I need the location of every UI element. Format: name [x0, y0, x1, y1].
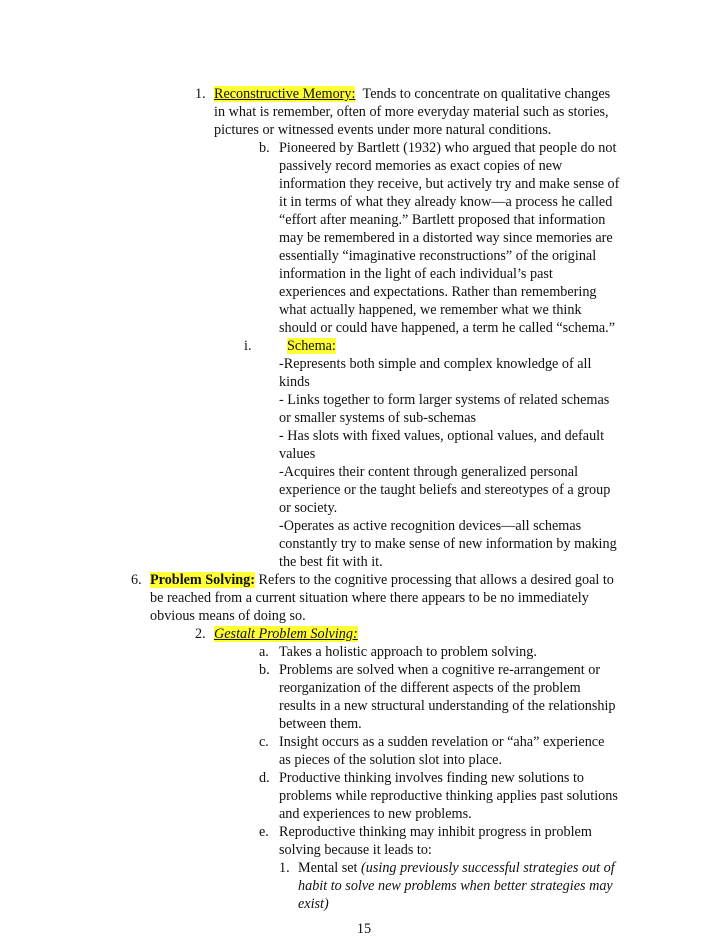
heading-schema-wrap	[287, 337, 336, 355]
text-line: -Acquires their content through generalized personal	[279, 464, 579, 480]
text-line: or smaller systems of sub-schemas	[279, 410, 477, 426]
text-line: solving because it leads to:	[279, 842, 432, 858]
heading-gestalt-wrap	[214, 625, 358, 643]
text-line: values	[279, 446, 316, 462]
text-line: Insight occurs as a sudden revelation or “aha” experience	[279, 734, 605, 750]
text-line: “effort after meaning.” Bartlett proposed that information	[279, 212, 606, 228]
list-marker: b.	[259, 662, 270, 678]
heading-reconstructive-memory: Reconstructive Memory:	[214, 86, 356, 102]
text-line: Reproductive thinking may inhibit progress in problem	[279, 824, 592, 840]
text-line: may be remembered in a distorted way since memories are	[279, 230, 613, 246]
text-line: results in a new structural understanding of the relationship	[279, 698, 616, 714]
list-marker: 1.	[195, 86, 206, 102]
text-line: it in terms of what they already know—a process he called	[279, 194, 613, 210]
text-line: information in the light of each individual’s past	[279, 266, 553, 282]
italic-line: habit to solve new problems when better strategies may	[298, 878, 613, 894]
heading-problem-solving: Problem Solving:	[150, 572, 255, 588]
list-item	[298, 859, 615, 877]
list-marker: c.	[259, 734, 269, 750]
text-line: Takes a holistic approach to problem solving.	[279, 644, 537, 660]
text-line: and experiences to new problems.	[279, 806, 472, 822]
text-line: what actually happened, we remember what we think	[279, 302, 582, 318]
list-marker: 1.	[279, 860, 290, 876]
text-line: Refers to the cognitive processing that allows a desired goal to	[258, 572, 614, 588]
list-marker: d.	[259, 770, 270, 786]
list-item-heading	[150, 571, 614, 589]
text-line: as pieces of the solution slot into place.	[279, 752, 503, 768]
text-line: pictures or witnessed events under more natural conditions.	[214, 122, 552, 138]
text-line: Tends to concentrate on qualitative changes	[362, 86, 611, 102]
list-item-heading	[214, 85, 610, 103]
text-line: or society.	[279, 500, 338, 516]
list-marker: i.	[244, 338, 252, 354]
text-line: kinds	[279, 374, 310, 390]
text-line: - Links together to form larger systems of related schemas	[279, 392, 610, 408]
text-line: be reached from a current situation where there appears to be no immediately	[150, 590, 589, 606]
text-line: experiences and expectations. Rather than remembering	[279, 284, 597, 300]
italic-line: exist)	[298, 896, 329, 912]
text-line: essentially “imaginative reconstructions” of the original	[279, 248, 597, 264]
text-line: information they receive, but actively try and make sense of	[279, 176, 620, 192]
text-line: -Operates as active recognition devices—all schemas	[279, 518, 582, 534]
page-number: 15	[356, 921, 372, 937]
text-line: Productive thinking involves finding new solutions to	[279, 770, 585, 786]
list-marker: 2.	[195, 626, 206, 642]
italic-line: (using previously successful strategies out of	[361, 860, 615, 876]
text-line: passively record memories as exact copies of new	[279, 158, 563, 174]
text-line: obvious means of doing so.	[150, 608, 306, 624]
text-line: constantly try to make sense of new information by making	[279, 536, 617, 552]
list-marker: a.	[259, 644, 269, 660]
text-line: experience or the taught beliefs and stereotypes of a group	[279, 482, 611, 498]
text-line: Pioneered by Bartlett (1932) who argued that people do not	[279, 140, 617, 156]
text-line: in what is remember, often of more everyday material such as stories,	[214, 104, 609, 120]
text-line: reorganization of the different aspects of the problem	[279, 680, 581, 696]
list-marker: b.	[259, 140, 270, 156]
text-line: between them.	[279, 716, 362, 732]
text-line: problems while reproductive thinking applies past solutions	[279, 788, 618, 804]
list-marker: e.	[259, 824, 269, 840]
text-line: Problems are solved when a cognitive re-arrangement or	[279, 662, 601, 678]
text-line: - Has slots with fixed values, optional values, and default	[279, 428, 605, 444]
heading-schema: Schema:	[287, 338, 336, 354]
text-line: -Represents both simple and complex knowledge of all	[279, 356, 592, 372]
text-line: should or could have happened, a term he called “schema.”	[279, 320, 616, 336]
heading-gestalt-problem-solving: Gestalt Problem Solving:	[214, 626, 358, 642]
text-line: the best fit with it.	[279, 554, 383, 570]
text-line: Mental set	[298, 860, 358, 876]
list-marker: 6.	[131, 572, 142, 588]
